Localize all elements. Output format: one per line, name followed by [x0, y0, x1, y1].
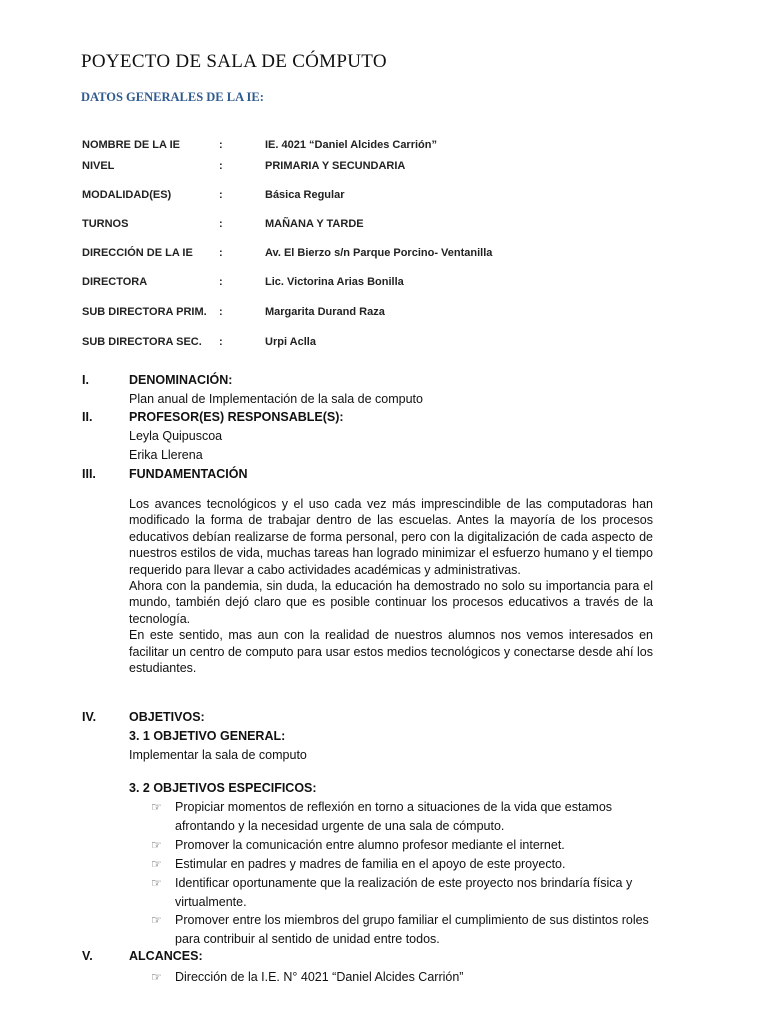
section-heading-objetivos: OBJETIVOS: — [129, 710, 205, 724]
section-number: I. — [82, 373, 89, 387]
row-label: DIRECCIÓN DE LA IE — [82, 247, 193, 259]
row-value: Av. El Bierzo s/n Parque Porcino- Ventanilla — [265, 247, 493, 259]
row-value: Básica Regular — [265, 189, 345, 201]
objective-item: Propiciar momentos de reflexión en torno a situaciones de la vida que estamos afrontando y la necesidad urgente de una sala de cómputo. — [175, 800, 613, 833]
hand-pointer-icon: ☞ — [151, 857, 162, 871]
section-subtitle: DATOS GENERALES DE LA IE: — [81, 90, 264, 104]
teacher-name: Erika Llerena — [129, 448, 203, 462]
hand-pointer-icon: ☞ — [151, 913, 162, 927]
denominacion-text: Plan anual de Implementación de la sala de computo — [129, 392, 423, 406]
row-label: NOMBRE DE LA IE — [82, 139, 180, 151]
paragraph: Los avances tecnológicos y el uso cada vez más imprescindible de las computadoras han modificado la forma de trabajar dentro de las escuelas. Antes la mayoría de los procesos educativos debían realizarse de forma personal, pero con la digitalización de cada aspecto de nuestros estilos de vida, muchas tareas han logrado minimizar el esfuerzo humano y el tiempo requerido para llevar a cabo actividades académicas y administrativas. — [129, 497, 653, 577]
section-number: V. — [82, 949, 93, 963]
objective-item: Promover entre los miembros del grupo familiar el cumplimiento de sus distintos roles para contribuir al sentido de unidad entre todos. — [175, 913, 649, 946]
row-value: Urpi Aclla — [265, 336, 316, 348]
section-number: IV. — [82, 710, 97, 724]
paragraph: En este sentido, mas aun con la realidad de nuestros alumnos nos vemos interesados en facilitar un centro de computo para usar estos medios tecnológicos y conectarse desde ahí los estudiantes. — [129, 628, 653, 676]
objetivo-general-text: Implementar la sala de computo — [129, 748, 307, 762]
row-label: SUB DIRECTORA PRIM. — [82, 306, 207, 318]
subheading-objetivos-especificos: 3. 2 OBJETIVOS ESPECIFICOS: — [129, 781, 317, 795]
hand-pointer-icon: ☞ — [151, 838, 162, 852]
section-heading-profesores: PROFESOR(ES) RESPONSABLE(S): — [129, 410, 344, 424]
section-heading-denominacion: DENOMINACIÓN: — [129, 373, 233, 387]
objective-item: Identificar oportunamente que la realización de este proyecto nos brindaría física y virtualmente. — [175, 876, 633, 909]
row-colon: : — [219, 218, 223, 230]
hand-pointer-icon: ☞ — [151, 970, 162, 984]
objective-item: Estimular en padres y madres de familia en el apoyo de este proyecto. — [175, 857, 566, 871]
row-label: DIRECTORA — [82, 276, 148, 288]
row-value: PRIMARIA Y SECUNDARIA — [265, 160, 406, 172]
row-colon: : — [219, 247, 223, 259]
section-heading-alcances: ALCANCES: — [129, 949, 203, 963]
row-label: SUB DIRECTORA SEC. — [82, 336, 202, 348]
section-number: II. — [82, 410, 93, 424]
document-title: POYECTO DE SALA DE CÓMPUTO — [81, 51, 387, 72]
row-value: Lic. Victorina Arias Bonilla — [265, 276, 404, 288]
objective-item: Promover la comunicación entre alumno profesor mediante el internet. — [175, 838, 565, 852]
alcance-item: Dirección de la I.E. N° 4021 “Daniel Alcides Carrión” — [175, 970, 464, 984]
row-value: IE. 4021 “Daniel Alcides Carrión” — [265, 139, 437, 151]
subheading-objetivo-general: 3. 1 OBJETIVO GENERAL: — [129, 729, 286, 743]
hand-pointer-icon: ☞ — [151, 800, 162, 814]
hand-pointer-icon: ☞ — [151, 876, 162, 890]
row-colon: : — [219, 336, 223, 348]
teacher-name: Leyla Quipuscoa — [129, 429, 223, 443]
row-label: MODALIDAD(ES) — [82, 189, 172, 201]
section-number: III. — [82, 467, 96, 481]
row-colon: : — [219, 139, 223, 151]
row-colon: : — [219, 189, 223, 201]
fundamentacion-body — [129, 496, 653, 676]
row-label: NIVEL — [82, 160, 115, 172]
row-colon: : — [219, 276, 223, 288]
row-value: MAÑANA Y TARDE — [265, 218, 364, 230]
section-heading-fundamentacion: FUNDAMENTACIÓN — [129, 467, 248, 481]
row-colon: : — [219, 306, 223, 318]
paragraph: Ahora con la pandemia, sin duda, la educación ha demostrado no solo su importancia para el mundo, también dejó claro que es posible continuar los procesos educativos a través de la tecnología. — [129, 579, 653, 626]
row-label: TURNOS — [82, 218, 129, 230]
row-colon: : — [219, 160, 223, 172]
row-value: Margarita Durand Raza — [265, 306, 385, 318]
